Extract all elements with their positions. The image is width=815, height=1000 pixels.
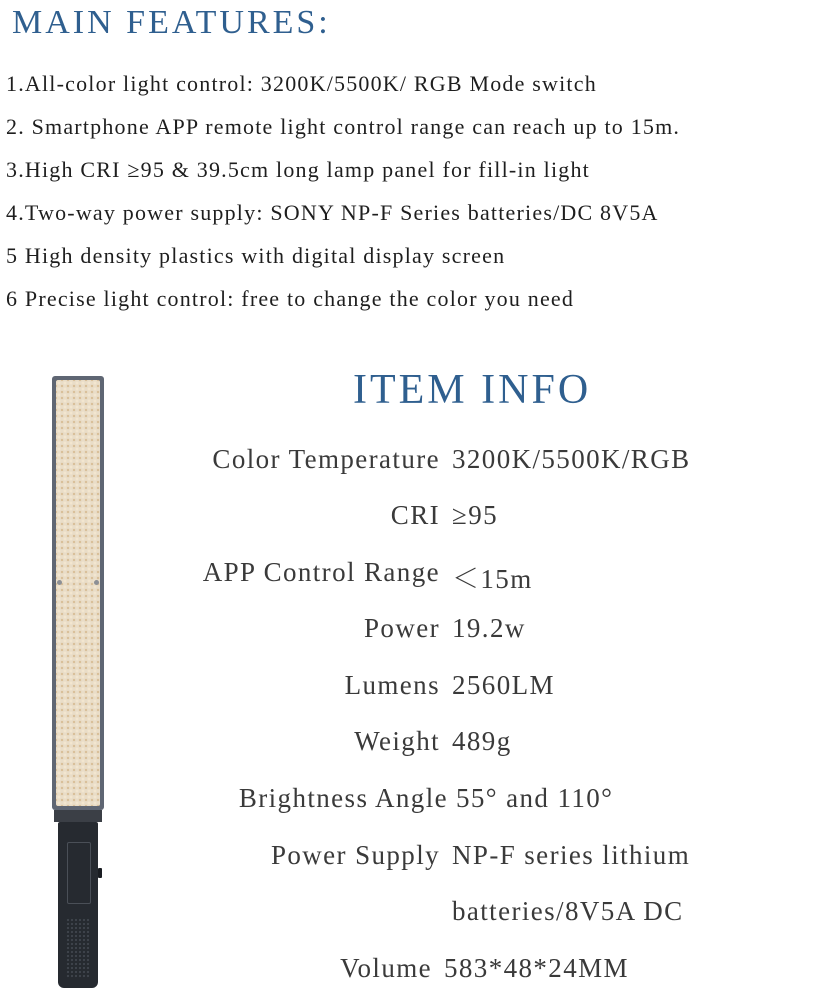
info-row-power-supply — [140, 840, 810, 880]
lamp-handle — [58, 822, 98, 988]
info-value: ＜15m — [452, 564, 533, 594]
info-row-power — [140, 613, 810, 653]
handle-button — [98, 868, 102, 878]
info-value: 55° and 110° — [456, 783, 614, 813]
info-row-cri — [140, 500, 810, 540]
info-label: Volume — [340, 953, 432, 983]
info-row-power-supply-continued — [140, 896, 810, 936]
info-value: 2560LM — [452, 670, 555, 700]
feature-item: 2. Smartphone APP remote light control range can reach up to 15m. — [6, 114, 681, 139]
feature-item: 3.High CRI ≥95 & 39.5cm long lamp panel for fill-in light — [6, 157, 590, 182]
info-value: batteries/8V5A DC — [452, 896, 684, 926]
panel-screw — [57, 580, 62, 585]
feature-item: 1.All-color light control: 3200K/5500K/ RGB Mode switch — [6, 71, 597, 96]
led-light-wand-image — [52, 376, 104, 988]
info-value: 489g — [452, 726, 512, 756]
panel-screw — [94, 580, 99, 585]
info-label: APP Control Range — [202, 557, 440, 587]
info-value: 19.2w — [452, 613, 526, 643]
info-label: Power Supply — [270, 840, 440, 870]
handle-grip — [66, 918, 90, 978]
info-value: ≥95 — [452, 500, 499, 530]
main-features-title: MAIN FEATURES: — [12, 4, 331, 41]
info-label: Weight — [354, 726, 440, 756]
feature-item: 6 Precise light control: free to change the color you need — [6, 286, 575, 311]
features-list — [6, 66, 811, 324]
lamp-neck — [54, 810, 102, 822]
info-label: Color Temperature — [212, 444, 440, 474]
feature-item: 4.Two-way power supply: SONY NP-F Series batteries/DC 8V5A — [6, 200, 659, 225]
info-row-brightness-angle — [140, 783, 810, 823]
info-label: Power — [364, 613, 440, 643]
info-row-app-control-range — [140, 557, 810, 597]
info-label: Lumens — [344, 670, 440, 700]
battery-slot — [67, 842, 91, 904]
feature-item: 5 High density plastics with digital display screen — [6, 243, 506, 268]
info-row-weight — [140, 726, 810, 766]
info-value: 3200K/5500K/RGB — [452, 444, 691, 474]
info-row-lumens — [140, 670, 810, 710]
info-label: CRI — [390, 500, 440, 530]
info-label: Brightness Angle — [238, 783, 448, 813]
info-row-volume — [140, 953, 810, 993]
led-panel — [52, 376, 104, 810]
led-array — [56, 380, 100, 806]
info-row-color-temperature — [140, 444, 810, 484]
info-value: NP-F series lithium — [452, 840, 691, 870]
item-info-title: ITEM INFO — [353, 367, 592, 413]
info-value: 583*48*24MM — [444, 953, 629, 983]
